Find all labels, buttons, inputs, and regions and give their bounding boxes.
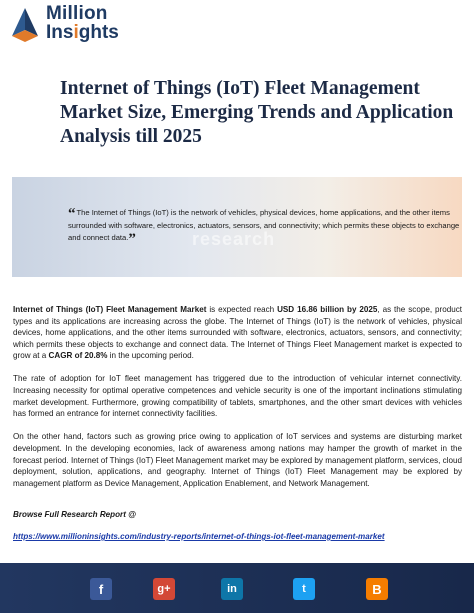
blogger-icon[interactable]: B: [366, 578, 388, 600]
brand-name-line1: Million: [46, 3, 108, 24]
article-body: [13, 304, 462, 501]
report-link[interactable]: https://www.millioninsights.com/industry-reports/internet-of-things-iot-fleet-management-market: [13, 532, 385, 541]
close-quote-icon: ”: [128, 231, 136, 247]
market-name: Internet of Things (IoT) Fleet Management Market: [13, 305, 207, 314]
browse-label: Browse Full Research Report @: [13, 510, 137, 519]
summary-quote: “The Internet of Things (IoT) is the network of vehicles, physical devices, home applications, and the other items surrounded with software, electronics, actuators, sensors, and connectivity; which permits these objects to exchange and connect data.”: [68, 206, 460, 247]
market-value: USD 16.86 billion by 2025: [277, 305, 378, 314]
google-plus-icon[interactable]: g+: [153, 578, 175, 600]
open-quote-icon: “: [68, 206, 76, 222]
header: [0, 0, 474, 60]
brand-name-line2: Insights: [46, 22, 119, 43]
banner-watermark: research: [192, 229, 276, 249]
paragraph-drivers: The rate of adoption for IoT fleet management has triggered due to the introduction of vehicular internet connectivity. Increasing necessity for optimal operative competences and vehicle security is one of the important inclinations stimulating market development. Furthermore, growing compatibility of tablets, smartphones, and the other smart devices with vehicles has formed an entrance for internet connectivity facilities.: [13, 374, 462, 419]
footer: [0, 563, 474, 613]
twitter-icon[interactable]: t: [293, 578, 315, 600]
paragraph-overview: Internet of Things (IoT) Fleet Management Market is expected reach USD 16.86 billion by 2025, as the scope, product types and its applications are increasing across the globe. The Internet of Things (IoT) is the network of vehicles, physical devices, home applications, and the other items surrounded with software, electronics, actuators, sensors, and connectivity; which permits these objects to exchange and connect data. The Internet of Things Fleet Management market is expected to grow at a CAGR of 20.8% in the upcoming period.: [13, 305, 463, 361]
market-cagr: CAGR of 20.8%: [48, 351, 108, 361]
page-title: Internet of Things (IoT) Fleet Management Market Size, Emerging Trends and Application Analysis till 2025: [60, 78, 454, 147]
facebook-icon[interactable]: f: [90, 578, 112, 600]
brand-name: [46, 4, 119, 42]
million-insights-logo-icon: [10, 6, 40, 44]
linkedin-icon[interactable]: in: [221, 578, 243, 600]
paragraph-restraints: On the other hand, factors such as growing price owing to application of IoT services and systems are disturbing market development. In the developing economies, lack of awareness among nations may hamper the growth of market in the forecast period. Internet of Things (IoT) Fleet Management market may be explored by management platform, services, cloud deployment, solution, applications, and geography. Internet of Things (IoT) Fleet Management may be explored by management platform as Device Management, Application Enablement, and Network Management.: [13, 432, 462, 488]
summary-banner: [12, 177, 462, 277]
